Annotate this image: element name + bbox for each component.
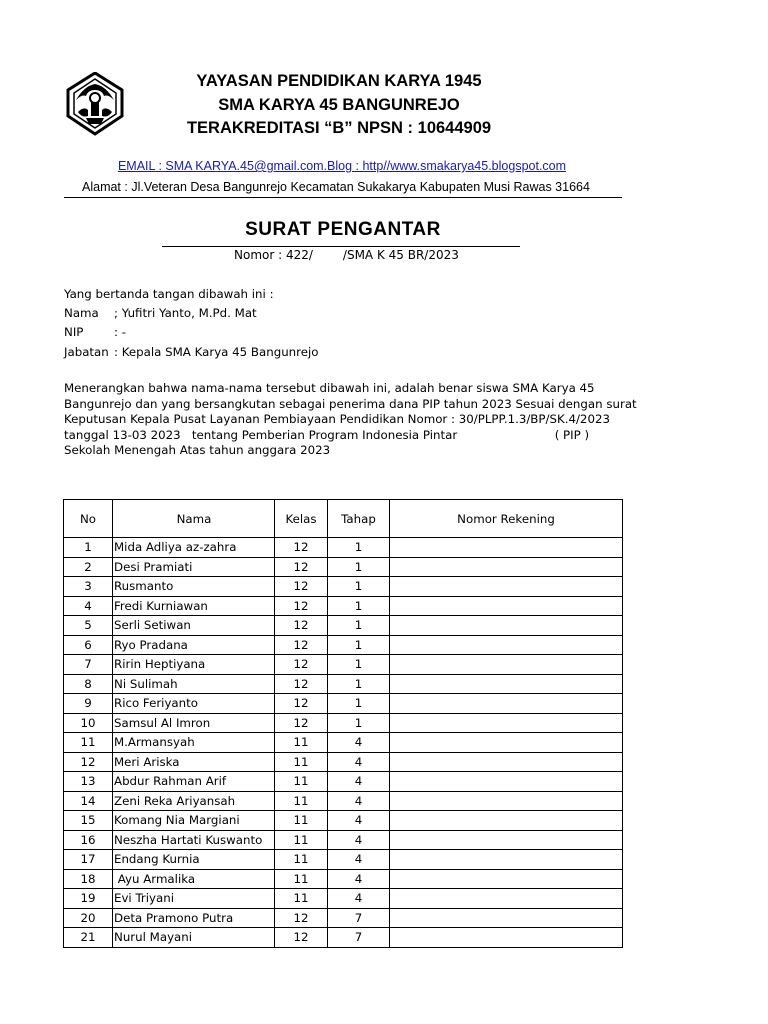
table-row	[64, 655, 623, 675]
cell-tahap: 1	[328, 674, 390, 694]
foundation-name: YAYASAN PENDIDIKAN KARYA 1945	[196, 72, 482, 90]
col-header-kelas: Kelas	[275, 500, 328, 538]
cell-tahap: 4	[328, 733, 390, 753]
table-row	[64, 635, 623, 655]
signer-intro: Yang bertanda tangan dibawah ini :	[64, 287, 274, 301]
document-title: SURAT PENGANTAR	[245, 219, 441, 240]
cell-tahap: 4	[328, 811, 390, 831]
cell-kelas: 12	[275, 655, 328, 675]
cell-kelas: 12	[275, 616, 328, 636]
accreditation-line: TERAKREDITASI “B” NPSN : 10644909	[186, 119, 492, 137]
cell-no: 10	[64, 713, 113, 733]
cell-kelas: 11	[275, 850, 328, 870]
header-divider	[64, 197, 622, 198]
nip-value: : -	[114, 325, 126, 339]
table-row	[64, 869, 623, 889]
table-row	[64, 733, 623, 753]
cell-rekening	[390, 772, 623, 792]
cell-no: 15	[64, 811, 113, 831]
cell-nama: Evi Triyani	[113, 889, 275, 909]
cell-tahap: 4	[328, 752, 390, 772]
cell-tahap: 1	[328, 596, 390, 616]
table-row	[64, 830, 623, 850]
nama-label: Nama	[64, 306, 99, 320]
cell-tahap: 1	[328, 713, 390, 733]
cell-nama: Ririn Heptiyana	[113, 655, 275, 675]
nomor-label: Nomor : 422/	[234, 248, 313, 262]
cell-kelas: 11	[275, 889, 328, 909]
cell-tahap: 1	[328, 557, 390, 577]
cell-no: 7	[64, 655, 113, 675]
signer-nip-row	[64, 325, 126, 339]
cell-rekening	[390, 850, 623, 870]
cell-rekening	[390, 811, 623, 831]
cell-no: 3	[64, 577, 113, 597]
cell-nama: Zeni Reka Ariyansah	[113, 791, 275, 811]
cell-no: 21	[64, 928, 113, 948]
jabatan-label: Jabatan	[64, 345, 109, 359]
table-row	[64, 596, 623, 616]
signer-jabatan-row	[64, 345, 319, 359]
cell-tahap: 4	[328, 889, 390, 909]
cell-rekening	[390, 733, 623, 753]
col-header-nama: Nama	[113, 500, 275, 538]
cell-kelas: 12	[275, 713, 328, 733]
cell-tahap: 1	[328, 655, 390, 675]
cell-rekening	[390, 694, 623, 714]
cell-nama: Neszha Hartati Kuswanto	[113, 830, 275, 850]
cell-rekening	[390, 869, 623, 889]
cell-no: 1	[64, 538, 113, 558]
cell-tahap: 1	[328, 694, 390, 714]
cell-kelas: 12	[275, 674, 328, 694]
cell-kelas: 11	[275, 791, 328, 811]
cell-rekening	[390, 830, 623, 850]
statement-paragraph	[64, 381, 637, 459]
cell-kelas: 11	[275, 869, 328, 889]
cell-rekening	[390, 713, 623, 733]
title-underline	[162, 246, 520, 247]
cell-no: 16	[64, 830, 113, 850]
cell-no: 6	[64, 635, 113, 655]
cell-nama: Ni Sulimah	[113, 674, 275, 694]
letter-number	[234, 248, 459, 262]
table-row	[64, 908, 623, 928]
cell-nama: Serli Setiwan	[113, 616, 275, 636]
cell-rekening	[390, 655, 623, 675]
cell-tahap: 7	[328, 908, 390, 928]
paragraph-line: Keputusan Kepala Pusat Layanan Pembiayaan Pendidikan Nomor : 30/PLPP.1.3/BP/SK.4/2023	[64, 412, 610, 426]
cell-no: 13	[64, 772, 113, 792]
cell-nama: Abdur Rahman Arif	[113, 772, 275, 792]
cell-rekening	[390, 577, 623, 597]
cell-kelas: 11	[275, 752, 328, 772]
cell-kelas: 12	[275, 908, 328, 928]
table-row	[64, 928, 623, 948]
cell-no: 8	[64, 674, 113, 694]
cell-rekening	[390, 616, 623, 636]
cell-nama: Meri Ariska	[113, 752, 275, 772]
address-line: Alamat : Jl.Veteran Desa Bangunrejo Kecamatan Sukakarya Kabupaten Musi Rawas 31664	[82, 180, 590, 194]
cell-rekening	[390, 596, 623, 616]
cell-tahap: 4	[328, 772, 390, 792]
cell-rekening	[390, 752, 623, 772]
cell-kelas: 12	[275, 928, 328, 948]
table-header-row	[64, 500, 623, 538]
cell-nama: Ayu Armalika	[113, 869, 275, 889]
cell-no: 19	[64, 889, 113, 909]
cell-nama: Komang Nia Margiani	[113, 811, 275, 831]
table-row	[64, 713, 623, 733]
col-header-no: No	[64, 500, 113, 538]
table-row	[64, 616, 623, 636]
paragraph-line: Menerangkan bahwa nama-nama tersebut dibawah ini, adalah benar siswa SMA Karya 45	[64, 381, 595, 395]
cell-rekening	[390, 928, 623, 948]
table-row	[64, 889, 623, 909]
cell-kelas: 11	[275, 733, 328, 753]
cell-tahap: 4	[328, 791, 390, 811]
cell-kelas: 11	[275, 811, 328, 831]
paragraph-line: tanggal 13-03 2023 tentang Pemberian Program Indonesia Pintar ( PIP )	[64, 427, 590, 442]
cell-rekening	[390, 538, 623, 558]
cell-rekening	[390, 889, 623, 909]
cell-rekening	[390, 557, 623, 577]
jabatan-value: : Kepala SMA Karya 45 Bangunrejo	[114, 345, 319, 359]
cell-kelas: 11	[275, 830, 328, 850]
cell-nama: Ryo Pradana	[113, 635, 275, 655]
cell-rekening	[390, 791, 623, 811]
cell-kelas: 12	[275, 635, 328, 655]
col-header-rekening: Nomor Rekening	[390, 500, 623, 538]
cell-kelas: 11	[275, 772, 328, 792]
cell-nama: Desi Pramiati	[113, 557, 275, 577]
table-row	[64, 791, 623, 811]
cell-kelas: 12	[275, 694, 328, 714]
signer-name-row	[64, 306, 257, 320]
cell-no: 4	[64, 596, 113, 616]
cell-no: 18	[64, 869, 113, 889]
cell-tahap: 1	[328, 616, 390, 636]
col-header-tahap: Tahap	[328, 500, 390, 538]
cell-rekening	[390, 674, 623, 694]
table-row	[64, 772, 623, 792]
cell-tahap: 4	[328, 869, 390, 889]
cell-nama: Rico Feriyanto	[113, 694, 275, 714]
cell-no: 14	[64, 791, 113, 811]
student-table	[63, 499, 623, 948]
cell-tahap: 1	[328, 635, 390, 655]
cell-rekening	[390, 635, 623, 655]
cell-no: 9	[64, 694, 113, 714]
cell-no: 2	[64, 557, 113, 577]
nama-value: ; Yufitri Yanto, M.Pd. Mat	[114, 306, 257, 320]
table-row	[64, 811, 623, 831]
cell-tahap: 4	[328, 830, 390, 850]
cell-rekening	[390, 908, 623, 928]
table-row	[64, 557, 623, 577]
table-row	[64, 538, 623, 558]
cell-no: 12	[64, 752, 113, 772]
cell-tahap: 7	[328, 928, 390, 948]
email-blog-line[interactable]: EMAIL : SMA KARYA.45@gmail.com.Blog : http//www.smakarya45.blogspot.com	[117, 159, 567, 173]
cell-kelas: 12	[275, 577, 328, 597]
cell-nama: Samsul Al Imron	[113, 713, 275, 733]
nip-label: NIP	[64, 325, 84, 339]
cell-no: 11	[64, 733, 113, 753]
cell-kelas: 12	[275, 538, 328, 558]
table-row	[64, 752, 623, 772]
school-name: SMA KARYA 45 BANGUNREJO	[218, 96, 460, 114]
cell-nama: Mida Adliya az-zahra	[113, 538, 275, 558]
cell-nama: Endang Kurnia	[113, 850, 275, 870]
table-row	[64, 850, 623, 870]
cell-nama: Rusmanto	[113, 577, 275, 597]
table-row	[64, 577, 623, 597]
nomor-suffix: /SMA K 45 BR/2023	[342, 248, 459, 262]
cell-nama: Nurul Mayani	[113, 928, 275, 948]
cell-nama: Fredi Kurniawan	[113, 596, 275, 616]
cell-tahap: 1	[328, 577, 390, 597]
cell-no: 20	[64, 908, 113, 928]
cell-nama: M.Armansyah	[113, 733, 275, 753]
cell-no: 17	[64, 850, 113, 870]
paragraph-line: Bangunrejo dan yang bersangkutan sebagai penerima dana PIP tahun 2023 Sesuai dengan surat	[64, 396, 637, 411]
table-row	[64, 694, 623, 714]
cell-nama: Deta Pramono Putra	[113, 908, 275, 928]
cell-no: 5	[64, 616, 113, 636]
cell-kelas: 12	[275, 557, 328, 577]
cell-kelas: 12	[275, 596, 328, 616]
cell-tahap: 4	[328, 850, 390, 870]
cell-tahap: 1	[328, 538, 390, 558]
table-row	[64, 674, 623, 694]
paragraph-line: Sekolah Menengah Atas tahun anggara 2023	[64, 443, 331, 457]
